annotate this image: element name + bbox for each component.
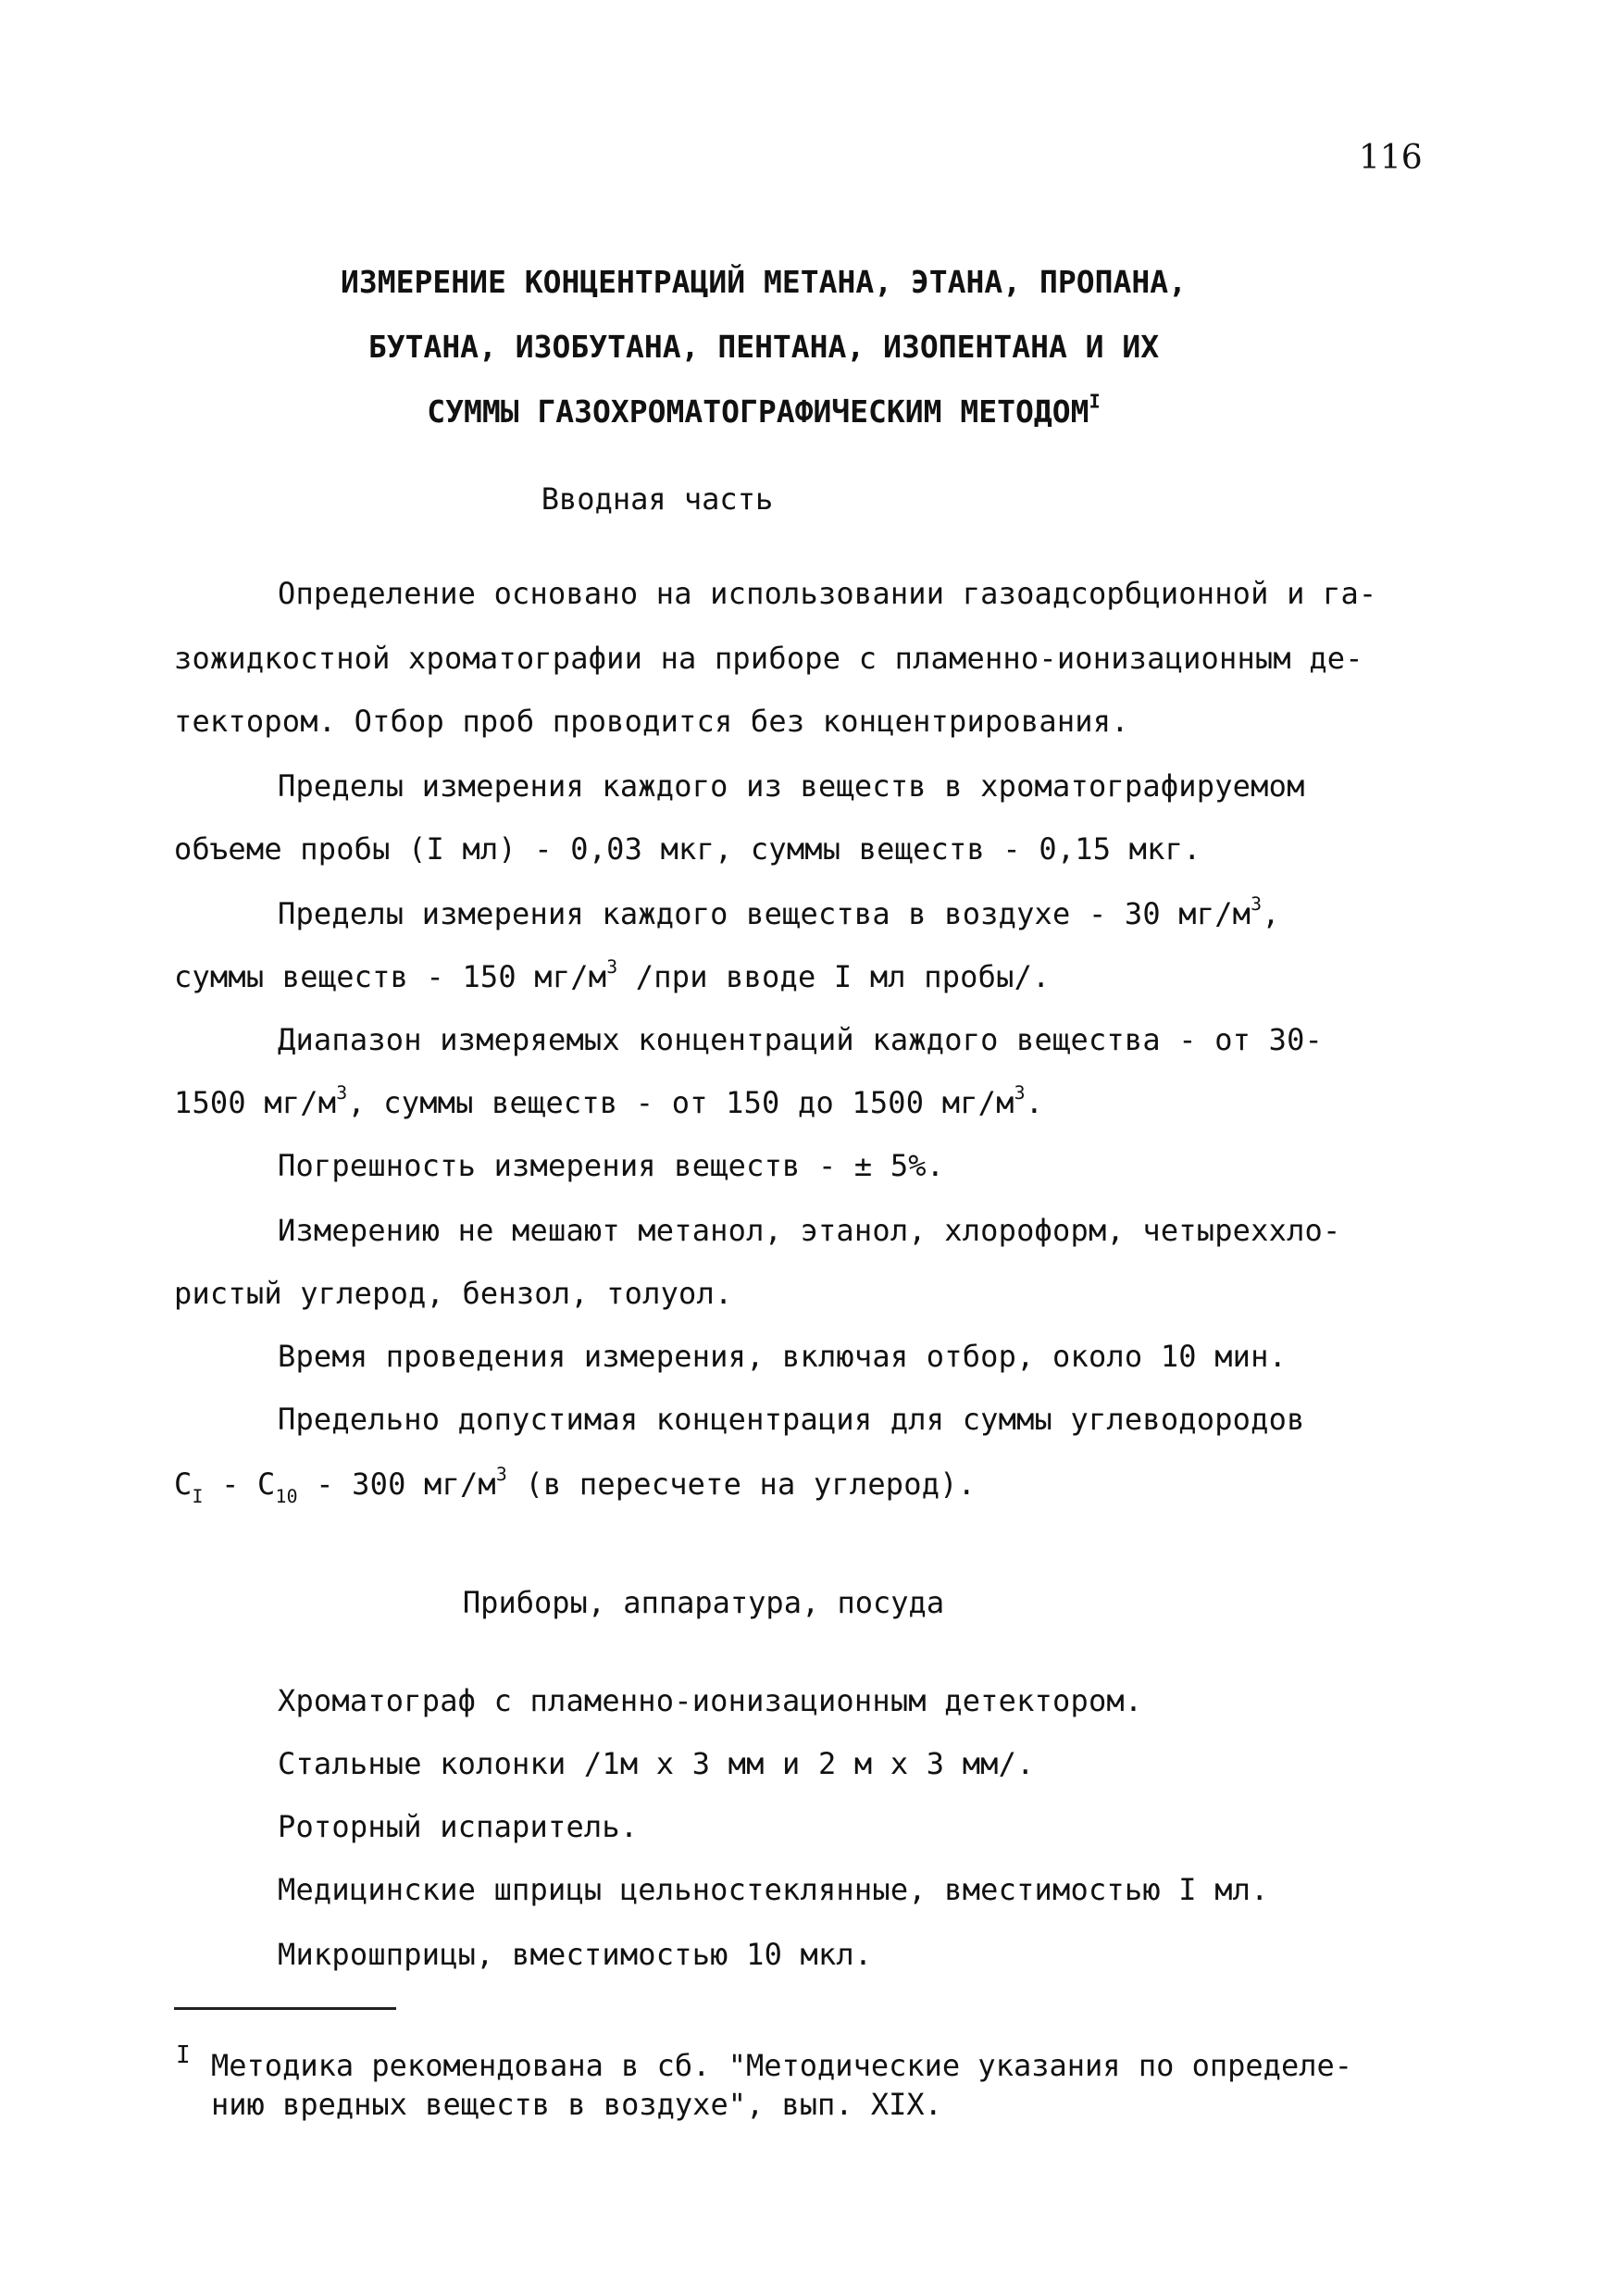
intro-p8-line-2 xyxy=(174,1464,977,1507)
p8-subscript-1: I xyxy=(192,1485,204,1507)
footnote-line-2: нию вредных веществ в воздухе", вып. XIX. xyxy=(211,2087,942,2122)
p8-subscript-2: 10 xyxy=(275,1485,298,1507)
p4-l2-text: 1500 мг/м xyxy=(174,1085,337,1120)
section-heading-instruments: Приборы, аппаратура, посуда xyxy=(462,1585,945,1620)
instrument-item: Медицинские шприцы цельностеклянные, вместимостью I мл. xyxy=(278,1872,1269,1907)
title-line-3 xyxy=(231,380,1296,444)
intro-p6-line-2: ристый углерод, бензол, толуол. xyxy=(174,1276,733,1311)
intro-p1-line-1: Определение основано на использовании газоадсорбционной и га- xyxy=(278,576,1377,611)
intro-p7: Время проведения измерения, включая отбор, около 10 мин. xyxy=(278,1339,1288,1374)
intro-p4-line-1: Диапазон измеряемых концентраций каждого вещества - от 30- xyxy=(278,1022,1324,1057)
intro-p2-line-1: Пределы измерения каждого из веществ в хроматографируемом xyxy=(278,768,1305,804)
p3-l1-superscript: 3 xyxy=(1251,893,1263,916)
title-line-1: ИЗМЕРЕНИЕ КОНЦЕНТРАЦИЙ МЕТАНА, ЭТАНА, ПРОПАНА, xyxy=(341,264,1187,300)
intro-p1-line-2: зожидкостной хроматографии на приборе с пламенно-ионизационным де- xyxy=(174,641,1363,676)
title-line-3-text: СУММЫ ГАЗОХРОМАТОГРАФИЧЕСКИМ МЕТОДОМ xyxy=(427,393,1089,430)
p8-symbol-c1: С xyxy=(174,1466,193,1502)
document-title xyxy=(231,250,1296,444)
p4-l2-superscript-1: 3 xyxy=(336,1082,348,1104)
footnote-divider xyxy=(174,2007,396,2010)
p3-l2-superscript: 3 xyxy=(606,956,618,979)
p8-symbol-c2: С xyxy=(257,1466,276,1502)
p3-l1-text: Пределы измерения каждого вещества в воздухе - 30 мг/м xyxy=(278,896,1251,931)
page-number: 116 xyxy=(1359,139,1423,177)
intro-p1-line-3: тектором. Отбор проб проводится без концентрирования. xyxy=(174,704,1129,739)
instrument-item: Микрошприцы, вместимостью 10 мкл. xyxy=(278,1937,873,1972)
section-heading-intro: Вводная часть xyxy=(541,481,774,517)
p3-l2-text: суммы веществ - 150 мг/м xyxy=(174,959,607,994)
instrument-item: Стальные колонки /1м х 3 мм и 2 м х 3 мм/. xyxy=(278,1746,1035,1781)
intro-p3-line-2 xyxy=(174,956,1051,994)
instrument-item: Хроматограф с пламенно-ионизационным детектором. xyxy=(278,1683,1143,1718)
intro-p6-line-1: Измерению не мешают метанол, этанол, хлороформ, четыреххло- xyxy=(278,1213,1341,1248)
title-footnote-ref: I xyxy=(1089,390,1101,413)
p8-l2-text: - 300 мг/м xyxy=(297,1466,496,1502)
intro-p3-line-1 xyxy=(278,893,1280,931)
p8-dash: - xyxy=(203,1466,258,1502)
intro-p8-line-1: Предельно допустимая концентрация для суммы углеводородов xyxy=(278,1402,1305,1437)
p4-l2-tail: . xyxy=(1025,1085,1044,1120)
p4-l2-middle: , суммы веществ - от 150 до 1500 мг/м xyxy=(347,1085,1014,1120)
intro-p4-line-2 xyxy=(174,1082,1044,1120)
title-line-2: БУТАНА, ИЗОБУТАНА, ПЕНТАНА, ИЗОПЕНТАНА И ИХ xyxy=(367,329,1160,365)
footnote-mark: I xyxy=(176,2041,191,2069)
intro-p5: Погрешность измерения веществ - ± 5%. xyxy=(278,1148,945,1183)
instrument-item: Роторный испаритель. xyxy=(278,1809,639,1844)
intro-p2-line-2: объеме пробы (I мл) - 0,03 мкг, суммы веществ - 0,15 мкг. xyxy=(174,831,1201,867)
footnote-line-1: Методика рекомендована в сб. "Методические указания по определе- xyxy=(211,2048,1352,2083)
p3-l1-tail: , xyxy=(1262,896,1280,931)
p8-l2-tail: (в пересчете на углерод). xyxy=(507,1466,977,1502)
p4-l2-superscript-2: 3 xyxy=(1014,1082,1026,1104)
p3-l2-tail: /при вводе I мл пробы/. xyxy=(617,959,1051,994)
p8-l2-superscript: 3 xyxy=(495,1464,508,1486)
